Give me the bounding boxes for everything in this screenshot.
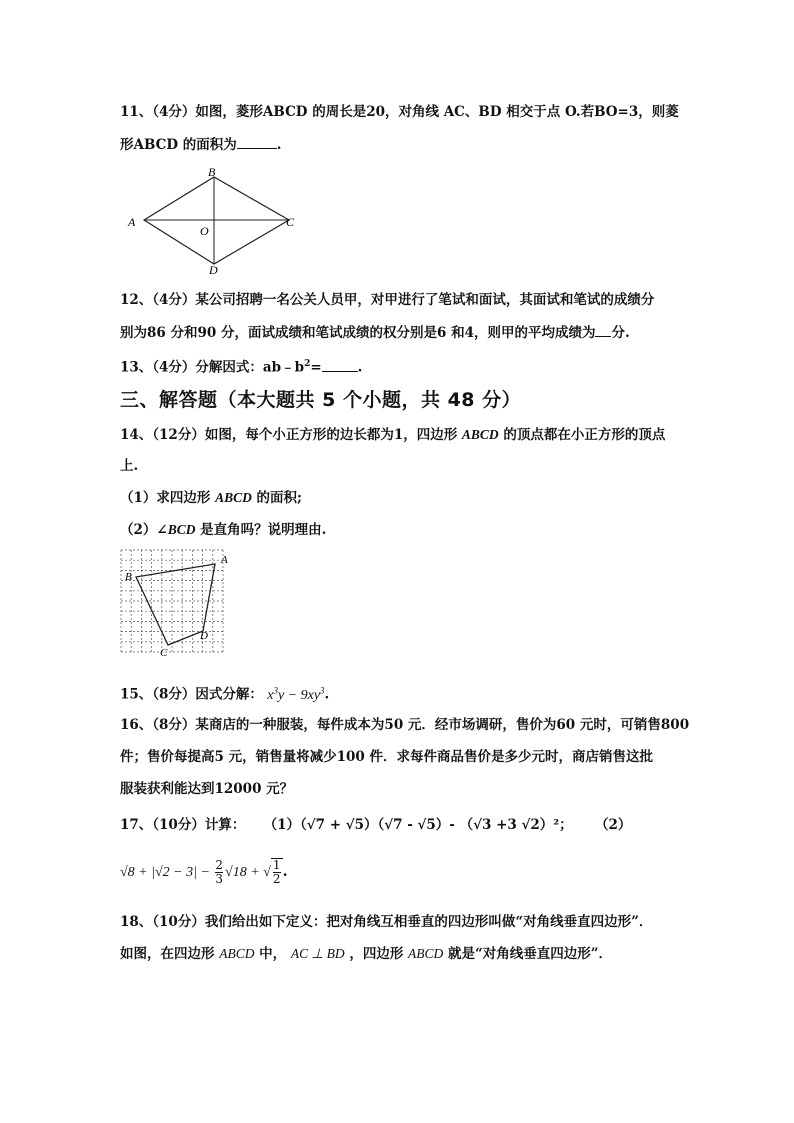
label-B: B	[125, 571, 132, 583]
q16-line2: 件；售价每提高5 元，销售量将减少100 件．求每件商品售价是多少元时，商店销售这批	[120, 749, 653, 765]
label-D: D	[200, 630, 208, 642]
q12-line2: 别为86 分和90 分，面试成绩和笔试成绩的权分别是6 和4，则甲的平均成绩为 分.	[120, 322, 630, 343]
grid-figure	[120, 549, 234, 662]
q17-line1: 17、（10分）计算： （1）（√7 + √5）（√7 - √5）- （√3 +3 √2）²； （2）	[120, 817, 632, 833]
label-C: C	[286, 215, 295, 229]
q18-line2: 如图，在四边形 ABCD 中， AC ⊥ BD ，四边形 ABCD 就是“对角线垂直四边形”．	[120, 946, 613, 962]
q18-line1: 18、（10分）我们给出如下定义：把对角线互相垂直的四边形叫做“对角线垂直四边形”．	[120, 914, 653, 930]
label-A: A	[221, 554, 228, 566]
q17-expression2: √8 + |√2 − 3| − $\frac{2}{3}$ √18 + √ $\frac{1}{2}$ .	[120, 857, 288, 886]
q11-line1: 11、（4分）如图，菱形ABCD 的周长是20，对角线 AC、BD 相交于点 O.若BO=3，则菱	[120, 104, 679, 120]
q16-line3: 服装获利能达到12000 元？	[120, 781, 294, 797]
q14-line2: 上.	[120, 458, 139, 474]
q15-expression: $x^3y - 9xy^3$	[267, 685, 325, 703]
rhombus-figure	[124, 164, 300, 278]
q14-line1: 14、（12分）如图，每个小正方形的边长都为1，四边形 ABCD 的顶点都在小正方形的顶点	[120, 427, 666, 443]
q11-line2: 形ABCD 的面积为 .	[120, 134, 282, 155]
q12-answer-blank	[595, 322, 611, 337]
q14-part2: （2）∠BCD 是直角吗？说明理由.	[120, 522, 327, 538]
q16-line1: 16、（8分）某商店的一种服装，每件成本为50 元．经市场调研，售价为60 元时，可销售800	[120, 717, 690, 733]
label-B: B	[208, 165, 216, 179]
q15-line: 15、（8分）因式分解： $x^3y - 9xy^3$.	[120, 685, 330, 703]
q11-answer-blank	[237, 134, 277, 149]
fraction-2-3: $\frac{2}{3}$	[215, 857, 224, 886]
q14-part1: （1）求四边形 ABCD 的面积;	[120, 490, 303, 506]
q13-line: 13、（4分）分解因式：$ab﹣b^2=$ .	[120, 354, 362, 378]
q13-answer-blank	[322, 357, 358, 372]
section-heading: 三、解答题（本大题共 5 个小题，共 48 分）	[120, 389, 522, 411]
fraction-1-2: $\frac{1}{2}$	[272, 858, 281, 886]
label-D: D	[209, 263, 218, 277]
q12-line1: 12、（4分）某公司招聘一名公关人员甲，对甲进行了笔试和面试，其面试和笔试的成绩分	[120, 292, 655, 308]
label-C: C	[160, 647, 168, 659]
label-A: A	[128, 215, 136, 229]
label-O: O	[200, 224, 209, 238]
